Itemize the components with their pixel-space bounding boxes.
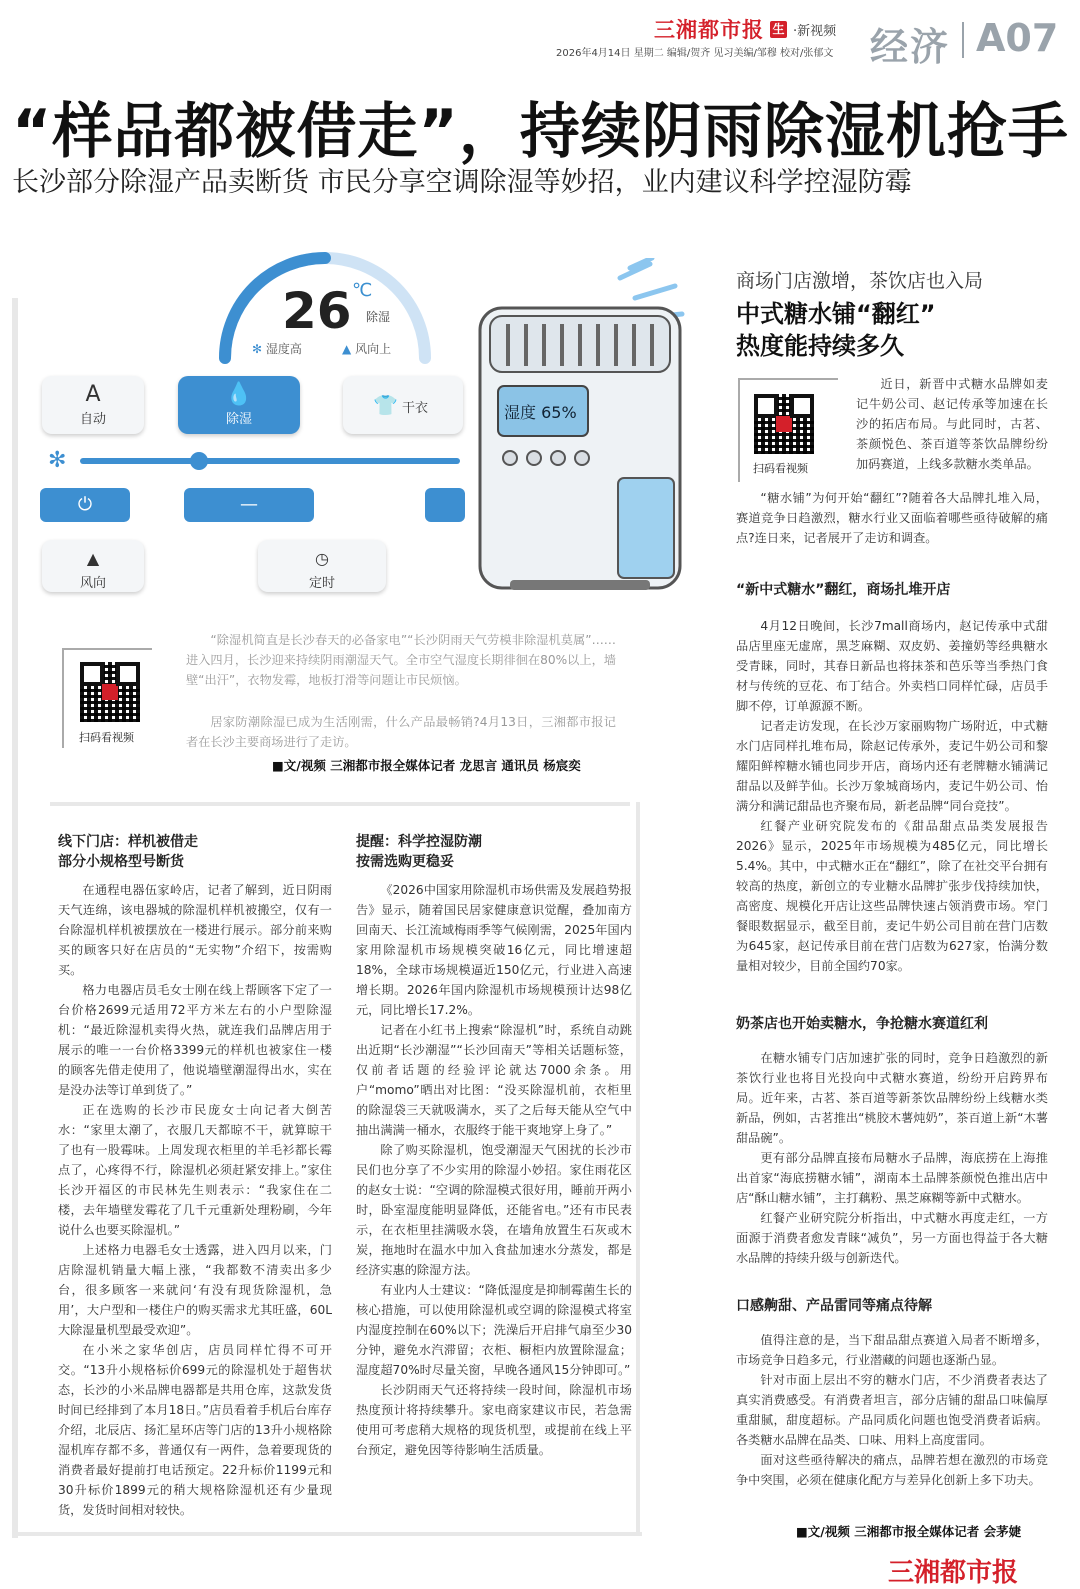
qr-code-icon[interactable] xyxy=(80,662,140,722)
lead-byline: ■文/视频 三湘都市报全媒体记者 龙思言 通讯员 杨宸奕 xyxy=(272,758,581,773)
minus-button[interactable]: — xyxy=(184,488,314,522)
side-body-a xyxy=(736,616,1048,976)
side-title: 中式糖水铺“翻红” xyxy=(736,300,936,328)
drop-icon: 💧 xyxy=(225,382,253,407)
plus-button[interactable] xyxy=(425,488,465,522)
dry-clothes-button[interactable]: 👕 干衣 xyxy=(343,376,463,434)
side-heading-c: 口感齁甜、产品雷同等痛点待解 xyxy=(736,1298,932,1314)
paragraph: 红餐产业研究院发布的《甜品甜点品类发展报告2026》显示，2025年市场规模为485亿元，同比增长5.4%。其中，中式糖水正在“翻红”，除了在社交平台拥有较高的热度，新创立的专业糖水品牌扩张步伐持续加快，高密度、规模化开店让这些品牌快速占领消费市场。窄门餐眼数据显示，截至目前，麦记牛奶公司目前在营门店数为645家，赵记传承目前在营门店数为627家，怡满分数量相对较少，目前全国约70家。 xyxy=(736,819,1048,973)
footer-logo: 三湘都市报 xyxy=(888,1558,1019,1588)
paragraph: 在通程电器伍家岭店，记者了解到，近日阴雨天气连绵，该电器城的除湿机样机被搬空，仅有一台除湿机样机被摆放在一楼进行展示。部分前来购买的顾客只好在店员的“无实物”介绍下，按需购买。 xyxy=(58,883,332,977)
clock-icon: ◷ xyxy=(315,549,329,568)
col1-heading: 线下门店：样机被借走 部分小规格型号断货 xyxy=(58,834,198,870)
paragraph: 4月12日晚间，长沙7mall商场内，赵记传承中式甜品店里座无虚席，黑芝麻糊、双皮奶、姜撞奶等经典糖水受青睐，同时，其春日新品也将抹茶和芭乐等当季热门食材与传统的豆花、布丁结合。外卖档口同样忙碌，店员手脚不停，订单源源不断。 xyxy=(736,619,1048,713)
masthead-video: ·新视频 xyxy=(793,23,837,39)
side-title-2: 热度能持续多久 xyxy=(736,332,904,360)
qr-caption: 扫码看视频 xyxy=(79,731,134,744)
headline: “样品都被借走”，持续阴雨除湿机抢手 xyxy=(12,97,1069,167)
side-intro: 近日，新晋中式糖水品牌如麦记牛奶公司、赵记传承等加速在长沙的拓店布局。与此同时，古茗、茶颜悦色、茶百道等茶饮品牌纷纷加码赛道，上线多款糖水类单品。 xyxy=(856,377,1048,471)
wind-direction-button[interactable]: ▲ 风向 xyxy=(42,540,144,592)
paragraph: 针对市面上层出不穷的糖水门店，不少消费者表达了真实消费感受。有消费者坦言，部分店铺的甜品口味偏厚重甜腻，甜度超标。产品同质化问题也饱受消费者诟病。各类糖水品牌在品类、口味、用料上高度雷同。 xyxy=(736,1373,1048,1447)
wind-up-icon: ▲ xyxy=(342,342,352,356)
masthead-logo-icon: 生 xyxy=(770,21,787,38)
paragraph: 面对这些亟待解决的痛点，品牌若想在激烈的市场竞争中突围，必须在健康化配方与差异化创新上多下功夫。 xyxy=(736,1453,1048,1487)
paragraph: 有业内人士建议：“降低湿度是抑制霉菌生长的核心措施，可以使用除湿机或空调的除湿模式将室内湿度控制在60%以下；洗澡后开启排气扇至少30分钟，避免水汽滞留；衣柜、橱柜内放置除湿盒；湿度超70%时尽量关窗，早晚各通风15分钟即可。” xyxy=(356,1283,632,1377)
power-button[interactable] xyxy=(40,488,130,522)
section-label: 经济 xyxy=(870,25,951,69)
side-heading-b: 奶茶店也开始卖糖水，争抢糖水赛道红利 xyxy=(736,1016,988,1032)
fan-slider[interactable] xyxy=(80,458,460,464)
col2-body xyxy=(356,880,632,1460)
paragraph: 红餐产业研究院分析指出，中式糖水再度走红，一方面源于消费者愈发青睐“减负”，另一方面也得益于各大糖水品牌的持续升级与创新迭代。 xyxy=(736,1211,1048,1265)
fan-icon: ✻ xyxy=(252,342,263,356)
side-intro-2: “糖水铺”为何开始“翻红”?随着各大品牌扎堆入局，赛道竞争日趋激烈，糖水行业又面临着哪些亟待破解的痛点?连日来，记者展开了走访和调查。 xyxy=(736,491,1048,545)
auto-icon: A xyxy=(85,382,101,407)
device-screen-text: 湿度 65% xyxy=(504,403,577,422)
side-byline: ■文/视频 三湘都市报全媒体记者 会茅婕 xyxy=(796,1524,1022,1539)
paragraph: 更有部分品牌直接布局糖水子品牌，海底捞在上海推出首家“海底捞糖水铺”，湖南本土品牌茶颜悦色推出店中店“酥山糖水铺”，主打藕粉、黑芝麻糊等新中式糖水。 xyxy=(736,1151,1048,1205)
side-heading-a: “新中式糖水”翻红，商场扎堆开店 xyxy=(736,582,951,598)
frame-left xyxy=(12,298,18,1538)
fan-slider-handle[interactable] xyxy=(190,452,208,470)
temperature-value: 26 xyxy=(282,282,352,340)
side-kicker: 商场门店激增，茶饮店也入局 xyxy=(736,270,984,292)
lead-paragraph-1: “除湿机简直是长沙春天的必备家电”“长沙阴雨天气劳模非除湿机莫属”……进入四月，长沙迎来持续阴雨潮湿天气。全市空气湿度长期徘徊在80%以上，墙壁“出汗”，衣物发霉，地板打滑等问题让市民烦恼。 xyxy=(186,633,616,687)
paragraph: 记者走访发现，在长沙万家丽购物广场附近，中式糖水门店同样扎堆布局，除赵记传承外，麦记牛奶公司和黎耀阳鲜榨糖水铺也同步开店，商场内还有老牌糖水铺满记甜品以及鲜芋仙。长沙万象城商场内，麦记牛奶公司、怡满分和满记甜品也齐聚布局，新老品牌“同台竞技”。 xyxy=(736,719,1048,813)
frame-divider xyxy=(50,802,630,806)
section-divider xyxy=(962,22,964,58)
qr-code-icon[interactable] xyxy=(754,394,814,454)
paragraph: 在小米之家华创店，店员同样忙得不可开交。“13升小规格标价699元的除湿机处于超售状态，长沙的小米品牌电器都是共用仓库，这款发货时间已经排到了本月18日。”店员看着手机后台库存介绍，北辰店、扬汇星环店等门店的13升小规格除湿机库存都不多，普通仅有一两件，急着要现货的消费者最好提前打电话预定。22升标价1199元和30升标价1899元的稍大规格除湿机还有少量现货，发货时间相对较快。 xyxy=(58,1343,332,1517)
masthead-name: 三湘都市报 xyxy=(654,18,764,42)
fan-icon: ✻ xyxy=(48,448,67,473)
paragraph: 除了购买除湿机，饱受潮湿天气困扰的长沙市民们也分享了不少实用的除湿小妙招。家住雨花区的赵女士说：“空调的除湿模式很好用，睡前开两小时，卧室湿度能明显降低，还能省电。”还有市民表示，在衣柜里挂满吸水袋，在墙角放置生石灰或木炭，拖地时在温水中加入食盐加速水分蒸发，都是经济实惠的除湿方法。 xyxy=(356,1143,632,1277)
page-number: A07 xyxy=(976,16,1059,60)
tag-humidity: ✻ 湿度高 xyxy=(252,342,302,356)
issue-line: 2026年4月14日 星期二 编辑/贺齐 见习美编/邹穆 校对/张郁文 xyxy=(556,48,834,59)
paragraph: 长沙阴雨天气还将持续一段时间，除湿机市场热度预计将持续攀升。家电商家建议市民，若急需使用可考虑稍大规格的现货机型，或提前在线上平台预定，避免因等待影响生活质量。 xyxy=(356,1383,632,1457)
paragraph: 正在选购的长沙市民庞女士向记者大倒苦水：“家里太潮了，衣服几天都晾不干，就算晾干了也有一股霉味。上周发现衣柜里的羊毛衫都长霉点了，心疼得不行，除湿机必须赶紧安排上。”家住长沙开福区的市民林先生则表示：“我家住在二楼，去年墙壁发霉花了几千元重新处理粉刷，今年说什么也要买除湿机。” xyxy=(58,1103,332,1237)
side-body-b xyxy=(736,1048,1048,1268)
col2-heading: 提醒：科学控湿防潮 按需选购更稳妥 xyxy=(356,834,482,870)
paragraph: 在糖水铺专门店加速扩张的同时，竞争日趋激烈的新茶饮行业也将目光投向中式糖水赛道，纷纷开启跨界布局。近年来，古茗、茶百道等新茶饮品牌纷纷上线糖水类新品，例如，古茗推出“桃胶木薯炖奶”，茶百道上新“木薯甜品碗”。 xyxy=(736,1051,1048,1145)
tag-wind: ▲ 风向上 xyxy=(342,342,392,356)
side-body-c xyxy=(736,1330,1048,1490)
timer-button[interactable]: ◷ 定时 xyxy=(258,540,386,592)
lead-paragraph-2: 居家防潮除湿已成为生活刚需，什么产品最畅销?4月13日，三湘都市报记者在长沙主要商场进行了走访。 xyxy=(186,715,616,749)
dehumid-button[interactable]: 💧 除湿 xyxy=(178,376,300,434)
paragraph: 值得注意的是，当下甜品甜点赛道入局者不断增多，市场竞争日趋多元，行业潜藏的问题也逐渐凸显。 xyxy=(736,1333,1048,1367)
frame-bottom xyxy=(12,1532,642,1536)
frame-right xyxy=(636,802,640,1536)
shirt-icon: 👕 xyxy=(373,393,398,417)
col1-body xyxy=(58,880,332,1520)
paragraph: 上述格力电器毛女士透露，进入四月以来，门店除湿机销量大幅上涨，“我都数不清卖出多少台，很多顾客一来就问‘有没有现货除湿机，急用’，大户型和一楼住户的购买需求尤其旺盛，60L大除湿量机型最受欢迎”。 xyxy=(58,1243,332,1337)
paragraph: 格力电器店员毛女士刚在线上帮顾客下定了一台价格2699元适用72平方米左右的小户型除湿机：“最近除湿机卖得火热，就连我们品牌店用于展示的唯一一台价格3399元的样机也被家住一楼的顾客先借走使用了，他说墙壁潮湿得出水，实在是没办法等订单到货了。” xyxy=(58,983,332,1097)
wind-up-icon: ▲ xyxy=(86,549,100,568)
paragraph: 《2026中国家用除湿机市场供需及发展趋势报告》显示，随着国民居家健康意识觉醒，叠加南方回南天、长江流域梅雨季等气候刚需，2025年国内家用除湿机市场规模突破16亿元，同比增速超18%，全球市场规模逼近150亿元，行业进入高速增长期。2026年国内除湿机市场规模预计达98亿元，同比增长17.2%。 xyxy=(356,883,632,1017)
power-icon: ⏻ xyxy=(77,494,93,515)
masthead xyxy=(654,14,836,44)
auto-button[interactable]: A 自动 xyxy=(42,376,144,434)
paragraph: 记者在小红书上搜索“除湿机”时，系统自动跳出近期“长沙潮湿”“长沙回南天”等相关话题标签，仅前者话题的经验评论就达7000余条。用户“momo”晒出对比图：“没买除湿机前，衣柜里的除湿袋三天就吸满水，买了之后每天能从空气中抽出满满一桶水，衣服终于能干爽地穿上身了。” xyxy=(356,1023,632,1137)
mode-label: 除湿 xyxy=(366,310,391,324)
qr-caption: 扫码看视频 xyxy=(753,462,808,475)
temperature-unit: ℃ xyxy=(352,280,373,301)
subhead: 长沙部分除湿产品卖断货 市民分享空调除湿等妙招，业内建议科学控湿防霉 xyxy=(12,167,912,198)
dehumidifier-illustration xyxy=(470,258,700,598)
